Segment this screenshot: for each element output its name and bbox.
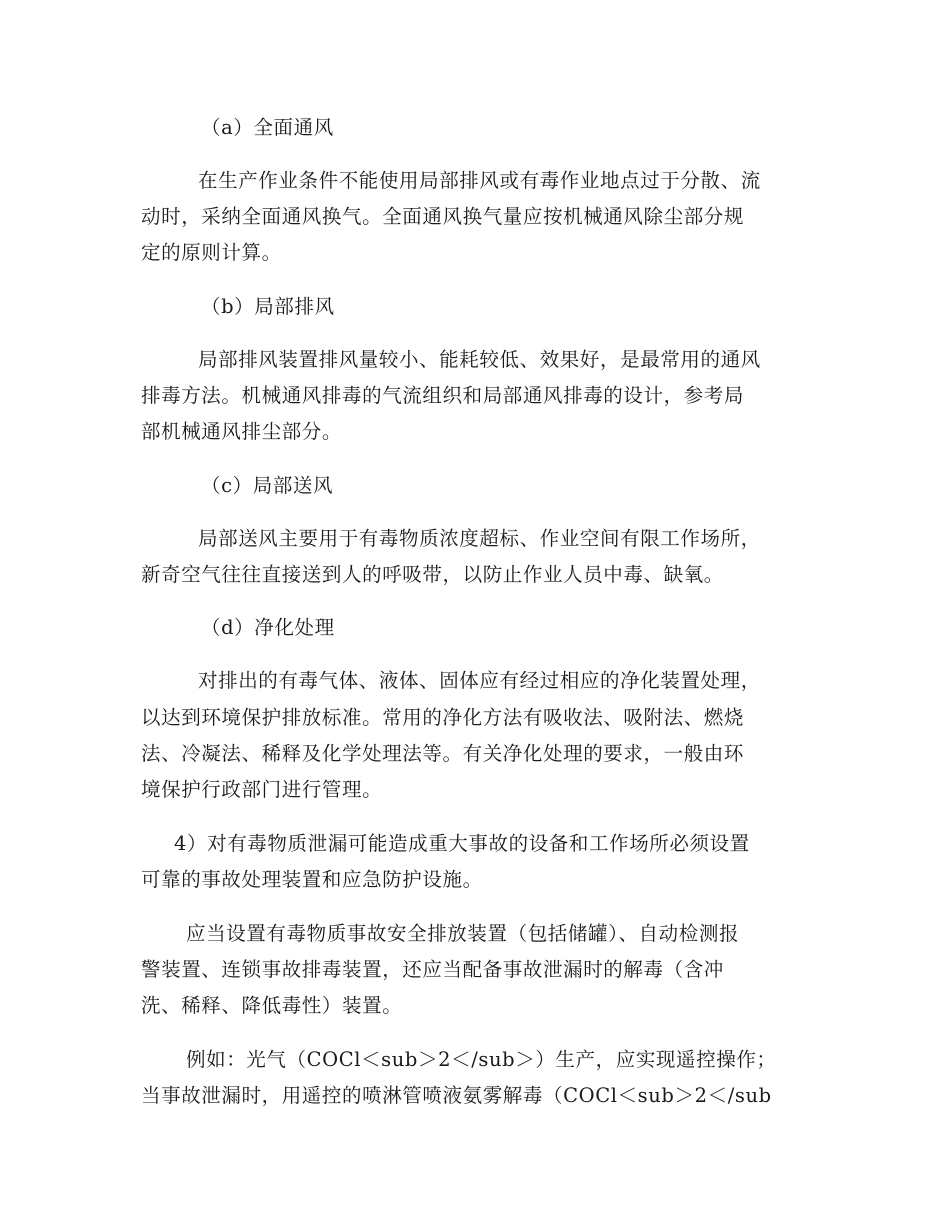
item-4-line-1: 4）对有毒物质泄漏可能造成重大事故的设备和工作场所必须设置 <box>174 832 750 855</box>
paragraph-b-line-3: 部机械通风排尘部分。 <box>141 420 343 443</box>
paragraph-d-line-2: 以达到环境保护排放标准。常用的净化方法有吸收法、吸附法、燃烧 <box>141 706 745 729</box>
paragraph-emergency-line-3: 洗、稀释、降低毒性）装置。 <box>141 994 403 1017</box>
paragraph-b-line-2: 排毒方法。机械通风排毒的气流组织和局部通风排毒的设计，参考局 <box>141 384 745 407</box>
paragraph-d-line-3: 法、冷凝法、稀释及化学处理法等。有关净化处理的要求，一般由环 <box>141 742 745 765</box>
paragraph-a-line-1: 在生产作业条件不能使用局部排风或有毒作业地点过于分散、流 <box>198 169 761 192</box>
heading-c-local-supply: （c）局部送风 <box>201 474 334 497</box>
paragraph-d-line-4: 境保护行政部门进行管理。 <box>141 778 383 801</box>
paragraph-a-line-2: 动时，采纳全面通风换气。全面通风换气量应按机械通风除尘部分规 <box>141 205 745 228</box>
paragraph-a-line-3: 定的原则计算。 <box>141 241 282 264</box>
paragraph-emergency-line-2: 警装置、连锁事故排毒装置，还应当配备事故泄漏时的解毒（含冲 <box>141 958 724 981</box>
paragraph-c-line-1: 局部送风主要用于有毒物质浓度超标、作业空间有限工作场所， <box>198 527 761 550</box>
heading-a-general-ventilation: （a）全面通风 <box>201 116 334 139</box>
paragraph-example-line-2: 当事故泄漏时，用遥控的喷淋管喷液氨雾解毒（COCl＜sub＞2＜/sub <box>141 1084 772 1107</box>
item-4-line-2: 可靠的事故处理装置和应急防护设施。 <box>141 868 483 891</box>
paragraph-d-line-1: 对排出的有毒气体、液体、固体应有经过相应的净化装置处理， <box>198 669 761 692</box>
heading-d-purification: （d）净化处理 <box>201 616 335 639</box>
paragraph-b-line-1: 局部排风装置排风量较小、能耗较低、效果好，是最常用的通风 <box>198 348 761 371</box>
heading-b-local-exhaust: （b）局部排风 <box>201 295 335 318</box>
paragraph-c-line-2: 新奇空气往往直接送到人的呼吸带，以防止作业人员中毒、缺氧。 <box>141 563 724 586</box>
paragraph-example-line-1: 例如：光气（COCl＜sub＞2＜/sub＞）生产，应实现遥控操作； <box>186 1048 777 1071</box>
paragraph-emergency-line-1: 应当设置有毒物质事故安全排放装置（包括储罐）、自动检测报 <box>186 922 740 945</box>
